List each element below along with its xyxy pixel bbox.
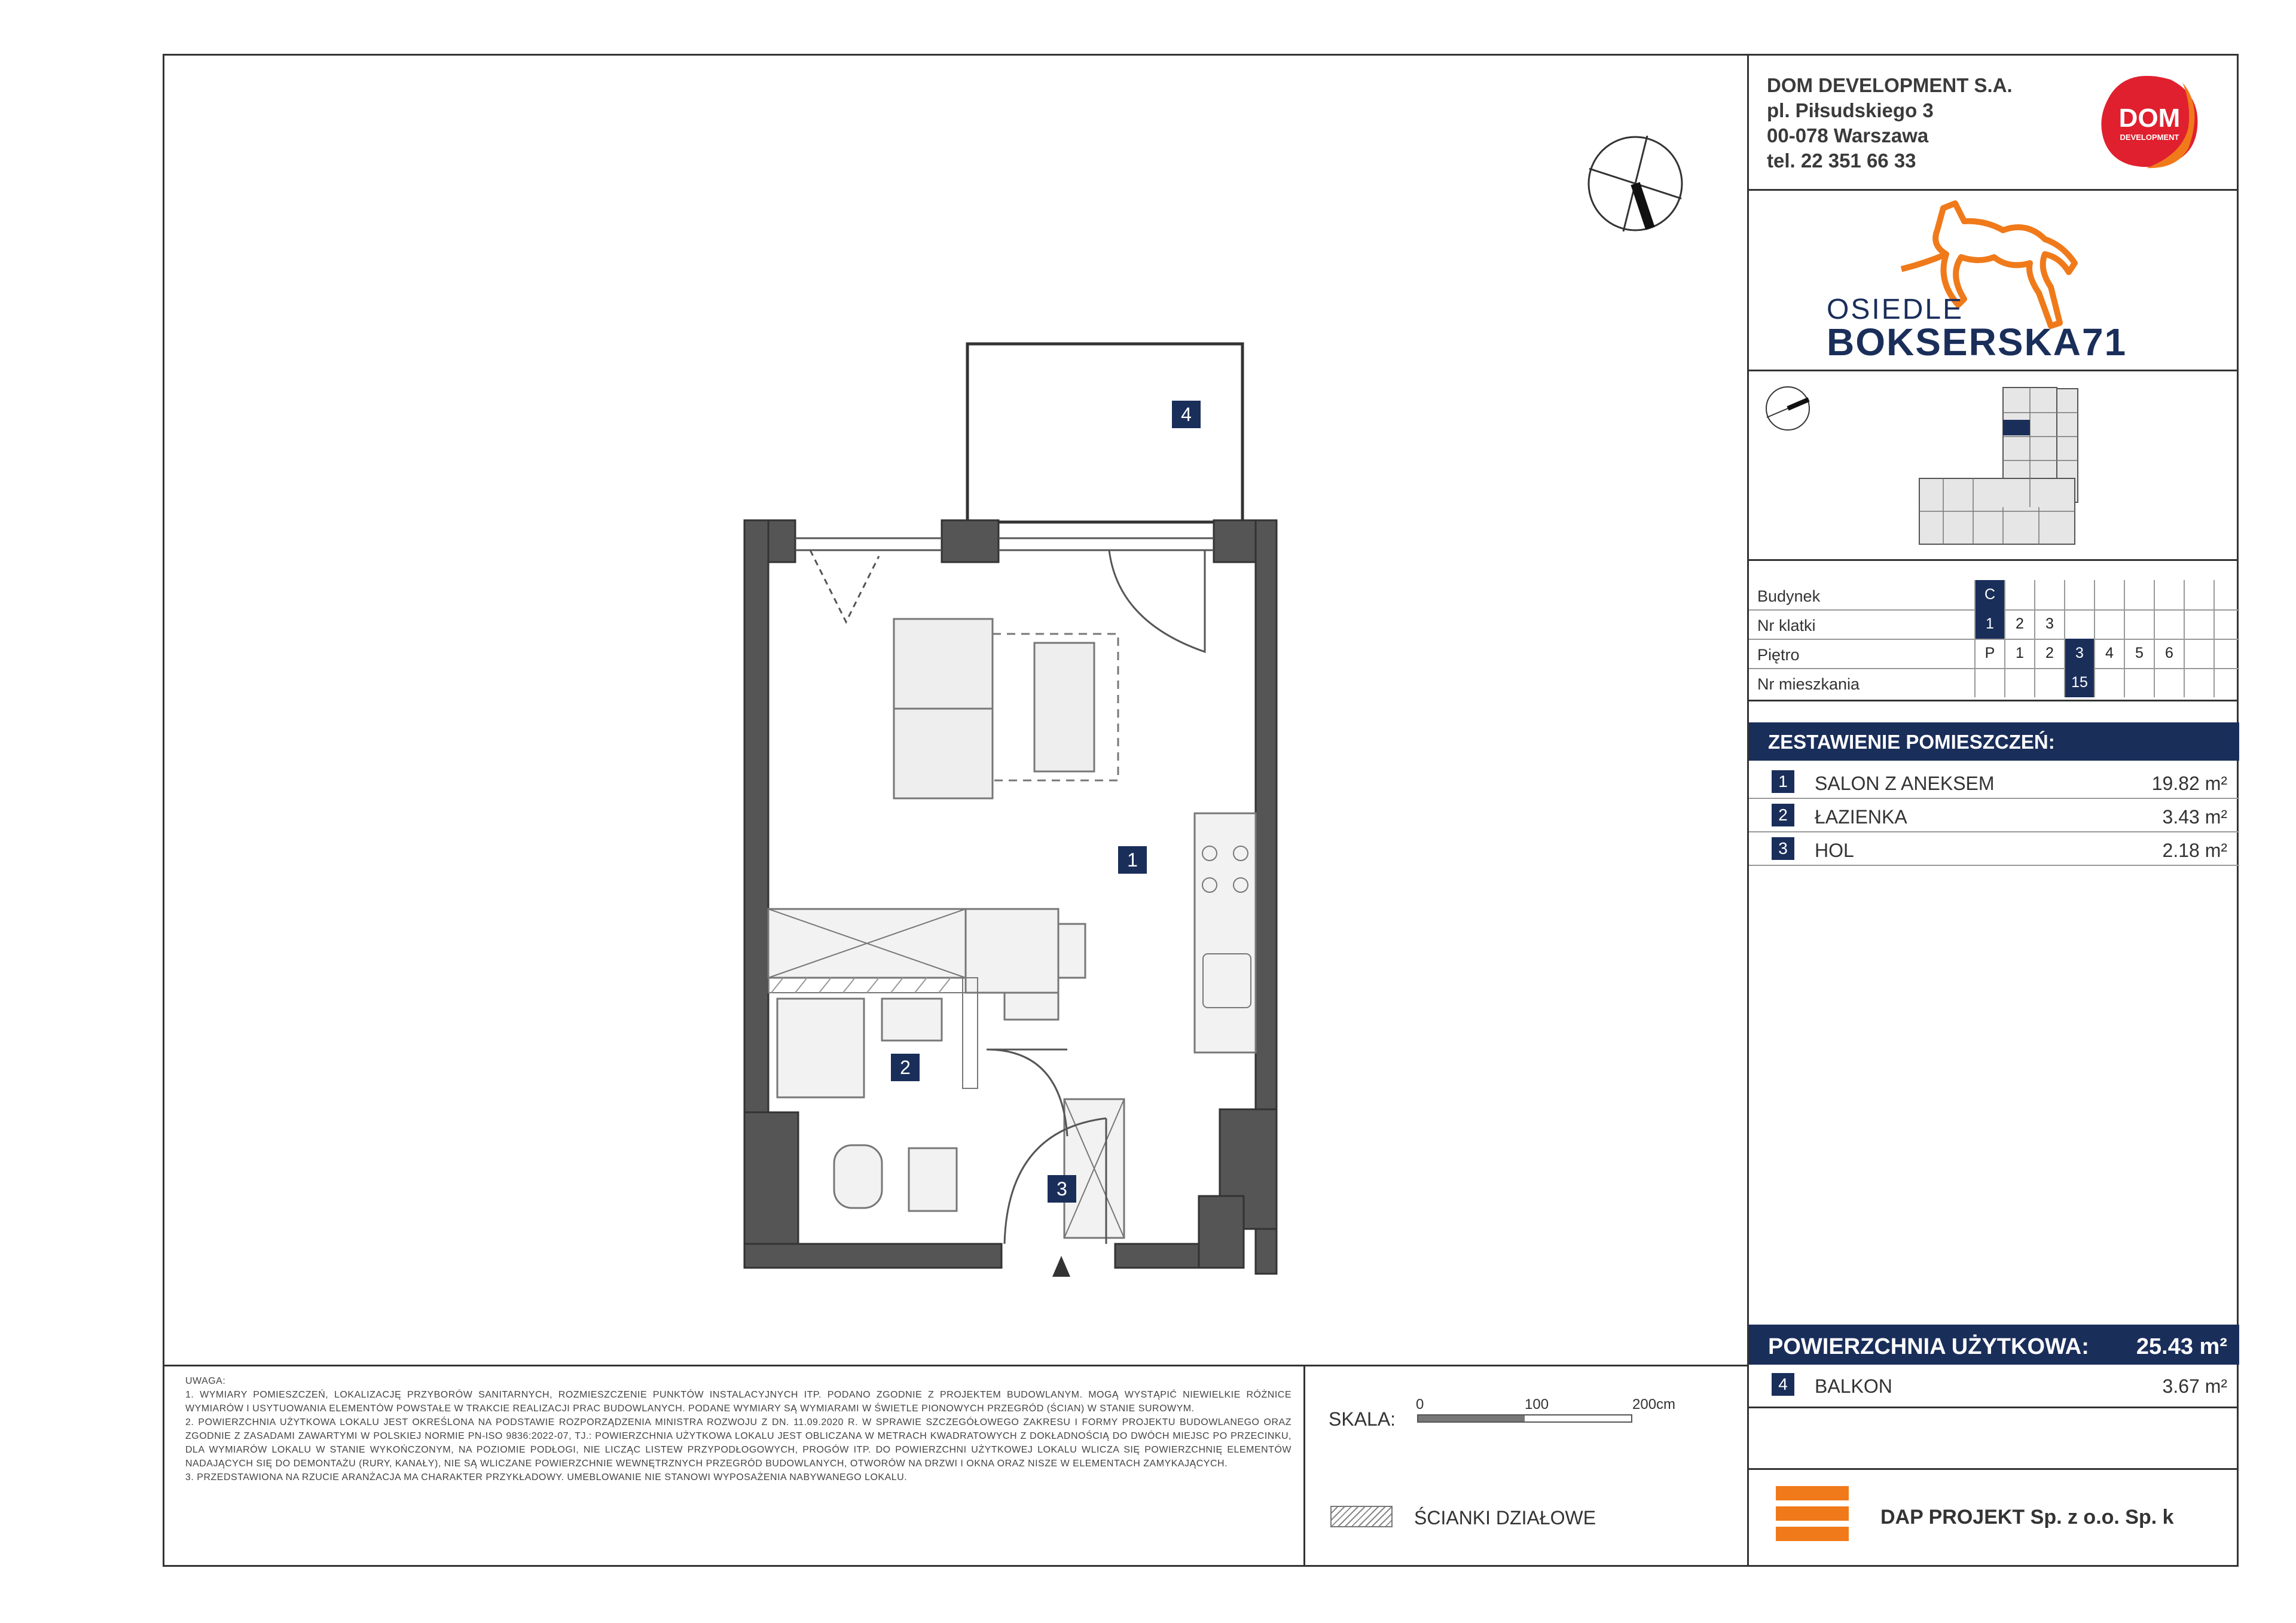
location-table-cell [2064,609,2094,639]
room-row [1749,832,2239,866]
room-row [1749,799,2239,832]
location-table-cell: 3 [2034,609,2064,639]
scale-tick-200: 200cm [1632,1396,1676,1413]
location-table-cell: 1 [1974,609,2004,639]
room-number-badge: 1 [1772,770,1794,793]
location-table-cell [2213,668,2243,697]
location-table-cell: 1 [2004,639,2034,668]
room-name: HOL [1815,840,1854,861]
dom-development-logo [2093,71,2206,172]
company-name: DOM DEVELOPMENT S.A. [1767,74,2013,96]
room-name: SALON Z ANEKSEM [1815,773,1995,794]
notes-block [185,1374,1292,1484]
room-area: 3.43 m² [2162,806,2227,828]
location-table-cell [2154,580,2184,609]
dap-projekt-logo [1776,1486,1849,1541]
location-table-cell [2124,580,2154,609]
room-area: 19.82 m² [2151,773,2227,794]
project-name-line1: OSIEDLE [1827,294,1964,325]
rooms-section-title [1749,722,2239,761]
location-table-cell [2004,580,2034,609]
location-table-cell [2124,609,2154,639]
location-table-cell: 2 [2004,609,2034,639]
north-compass-icon [1584,133,1686,237]
location-table-cell [2213,580,2243,609]
company-address1: pl. Piłsudskiego 3 [1767,99,1934,121]
keyplan-divider [1747,559,2239,561]
usable-area-bar [1749,1325,2239,1365]
room-number-badge: 2 [1772,804,1794,826]
note-item: 3. PRZEDSTAWIONA NA RZUCIE ARANŻACJA MA CHARAKTER PRZYKŁADOWY. UMEBLOWANIE NIE STANOWI WYPOSAŻENIA NABYWANEGO LOKALU. [185,1472,908,1482]
scale-tick-100: 100 [1525,1396,1549,1413]
plan-room-1-label: 1 [1118,846,1147,874]
room-number-badge: 3 [1772,837,1794,860]
location-table-cell [2184,609,2213,639]
room-name: ŁAZIENKA [1815,806,1907,828]
room-name: BALKON [1815,1375,1892,1397]
scale-tick-0: 0 [1416,1396,1424,1413]
scale-label: SKALA: [1329,1408,1396,1430]
notes-divider [163,1365,1748,1366]
plan-room-4-label: 4 [1172,401,1201,428]
room-row [1749,765,2239,799]
location-table-cell: 15 [2064,668,2094,697]
header-divider [1747,189,2239,191]
keyplan-building-icon [1913,383,2141,553]
location-table-cell: 6 [2154,639,2184,668]
designer-name: DAP PROJEKT Sp. z o.o. Sp. k [1880,1506,2174,1529]
project-name-street: BOKSERSKA [1827,321,2082,364]
project-name-number: 71 [2081,321,2127,364]
location-table-cell [2213,609,2243,639]
scale-divider [1303,1365,1305,1567]
location-table-cell: 3 [2064,639,2094,668]
row-label: Budynek [1757,587,1821,605]
location-table-cell [2064,580,2094,609]
location-table-cell [2213,639,2243,668]
company-address2: 00-078 Warszawa [1767,124,1929,147]
notes-title: UWAGA: [185,1376,226,1386]
usable-area-label: POWIERZCHNIA UŻYTKOWA: [1768,1334,2089,1359]
company-phone: tel. 22 351 66 33 [1767,150,1916,172]
room-area: 2.18 m² [2162,840,2227,861]
location-table-cell [2034,580,2064,609]
row-label: Nr mieszkania [1757,675,1860,693]
location-table-cell [2184,668,2213,697]
project-name-line2 [1827,320,2127,364]
scale-bar [1417,1414,1632,1423]
row-label: Piętro [1757,646,1800,664]
location-table-cell: 2 [2034,639,2064,668]
room-number-badge: 4 [1772,1373,1794,1396]
plan-room-2-label: 2 [891,1054,920,1081]
location-table-cell [2184,580,2213,609]
logo-dom-text: DOM [2118,103,2181,133]
designer-divider [1747,1468,2239,1470]
location-table-cell [2154,668,2184,697]
location-table-cell: 5 [2124,639,2154,668]
location-table-cell: 4 [2094,639,2124,668]
balcony-divider [1747,1407,2239,1408]
note-item: 2. POWIERZCHNIA UŻYTKOWA LOKALU JEST OKREŚLONA NA PODSTAWIE ROZPORZĄDZENIA MINISTRA ROZWOJU Z DN. 11.09.2020 R. W SPRAWIE SZCZEGÓŁOWEGO ZAKRESU I FORMY PROJEKTU BUDOWLANEGO ORAZ ZGODNIE Z ZASADAMI ZAWARTYMI W POLSKIEJ NORMIE PN-ISO 9836:2022-07, TJ.: POWIERZCHNIA UŻYTKOWA LOKALU JEST OBLICZANA W METRACH KWADRATOWYCH Z DOKŁADNOŚCIĄ DO DWÓCH MIEJSC PO PRZECINKU, DLA WYMIARÓW LOKALU W STANIE WYKOŃCZONYM, NA POZIOMIE PODŁOGI, NIE LICZĄC LISTEW PRZYPODŁOGOWYCH, PROGÓW ITP. DO POWIERZCHNI UŻYTKOWEJ LOKALU WLICZA SIĘ POWIERZCHNIĘ ELEMENTÓW NADAJĄCYCH SIĘ DO DEMONTAŻU (RURY, KANAŁY), NIE SĄ WLICZANE POWIERZCHNIE WEWNĘTRZNYCH PRZEGRÓD BUDOWLANYCH, OTWORÓW NA DRZWI I OKNA ORAZ NISZE W ELEMENTACH ZAMYKAJĄCYCH. [185,1417,1292,1469]
rooms-title-text: ZESTAWIENIE POMIESZCZEŃ: [1768,731,2055,753]
location-table-cell [2034,668,2064,697]
plan-room-3-label: 3 [1048,1175,1076,1203]
keyplan-compass-icon [1764,385,1812,435]
floor-plan [735,341,1292,1289]
location-table-cell [2094,668,2124,697]
location-table-cell [2004,668,2034,697]
company-info [1767,73,2013,173]
row-label: Nr klatki [1757,617,1816,634]
location-table-cell [2094,580,2124,609]
balcony-row [1749,1368,2239,1402]
usable-area-value: 25.43 m² [2136,1334,2227,1359]
location-table-cell: C [1974,580,2004,609]
legend-partition-walls: ŚCIANKI DZIAŁOWE [1414,1507,1596,1529]
partition-wall-swatch [1330,1506,1393,1527]
location-table-cell [1974,668,2004,697]
location-table-cell [2184,639,2213,668]
location-table-cell: P [1974,639,2004,668]
project-logo-divider [1747,370,2239,371]
room-area: 3.67 m² [2162,1375,2227,1397]
location-table-cell [2154,609,2184,639]
location-table-cell [2124,668,2154,697]
table-divider [1747,700,2239,701]
logo-development-text: DEVELOPMENT [2120,133,2179,142]
location-table-cell [2094,609,2124,639]
note-item: 1. WYMIARY POMIESZCZEŃ, LOKALIZACJĘ PRZYBORÓW SANITARNYCH, ROZMIESZCZENIE PUNKTÓW INSTALACYJNYCH ITP. PODANO ZGODNIE Z PROJEKTEM BUDOWLANYM. MOGĄ WYSTĄPIĆ NIEWIELKIE RÓŻNICE WYMIARÓW I USYTUOWANIA ELEMENTÓW POWSTAŁE W TRAKCIE REALIZACJI PRAC BUDOWLANYCH. PODANE WYMIARY SĄ WYMIARAMI W ŚWIETLE PIONOWYCH PRZEGRÓD (ŚCIAN) W STANIE SUROWYM. [185,1390,1292,1414]
